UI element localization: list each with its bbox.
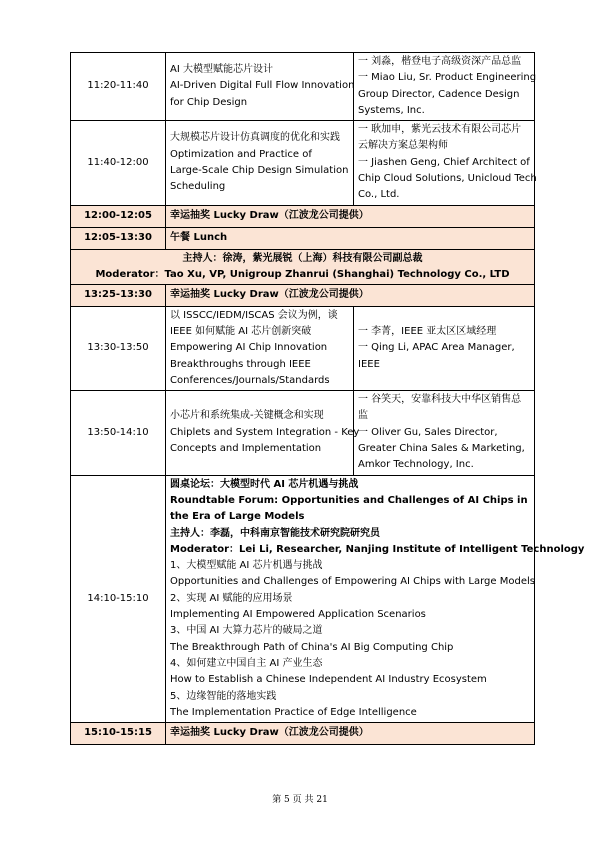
moderator-cn: 主持人：徐涛，紫光展锐（上海）科技有限公司副总裁	[182, 252, 423, 264]
session-time: 13:50-14:10	[71, 391, 166, 475]
title-line: AI-Driven Digital Full Flow Innovation	[170, 80, 355, 92]
title-line: IEEE 如何赋能 AI 芯片创新突破	[170, 325, 312, 337]
session-time: 11:40-12:00	[71, 121, 166, 205]
speaker-line: 一 耿加申，紫光云技术有限公司芯片	[358, 124, 522, 136]
session-speaker	[354, 121, 535, 205]
title-line: Large-Scale Chip Design Simulation	[170, 164, 349, 176]
speaker-line: 一 Oliver Gu, Sales Director,	[358, 426, 498, 438]
session-time: 11:20-11:40	[71, 53, 166, 121]
moderator-row	[71, 249, 535, 284]
forum-topic: 5、边缘智能的落地实践	[170, 690, 277, 702]
speaker-line: Greater China Sales & Marketing,	[358, 443, 525, 455]
title-line: Breakthroughs through IEEE	[170, 358, 311, 370]
speaker-line: 监	[358, 410, 368, 422]
session-row	[71, 53, 535, 121]
forum-topic: 1、大模型赋能 AI 芯片机遇与挑战	[170, 560, 323, 572]
title-line: Conferences/Journals/Standards	[170, 374, 330, 386]
session-title	[166, 391, 360, 475]
forum-topic: The Breakthrough Path of China's AI Big Computing Chip	[170, 641, 454, 653]
speaker-line: 一 Miao Liu, Sr. Product Engineering	[358, 72, 537, 84]
title-line: AI 大模型赋能芯片设计	[170, 64, 273, 76]
session-time: 14:10-15:10	[71, 475, 166, 722]
session-time: 13:25-13:30	[71, 284, 166, 306]
forum-host-en: Moderator：Lei Li, Researcher, Nanjing Institute of Intelligent Technology	[170, 543, 585, 555]
session-time: 12:00-12:05	[71, 205, 166, 227]
forum-topic: 2、实现 AI 赋能的应用场景	[170, 592, 293, 604]
speaker-line: 一 谷笑天，安靠科技大中华区销售总	[358, 394, 522, 406]
title-line: Empowering AI Chip Innovation	[170, 342, 328, 354]
highlight-row	[71, 205, 535, 227]
session-speaker	[354, 53, 535, 121]
forum-topic: 3、中国 AI 大算力芯片的破局之道	[170, 625, 323, 637]
forum-topic: The Implementation Practice of Edge Intelligence	[170, 706, 417, 718]
speaker-line: 一 李菁，IEEE 亚太区区域经理	[358, 325, 497, 337]
forum-topic: How to Establish a Chinese Independent AI Industry Ecosystem	[170, 674, 487, 686]
session-speaker	[354, 391, 535, 475]
title-line: 小芯片和系统集成-关键概念和实现	[170, 410, 324, 422]
session-time: 12:05-13:30	[71, 227, 166, 249]
forum-topic: Opportunities and Challenges of Empowering AI Chips with Large Models	[170, 576, 535, 588]
speaker-line: Systems, Inc.	[358, 104, 425, 116]
session-title	[166, 53, 354, 121]
forum-host-cn: 主持人：李磊，中科南京智能技术研究院研究员	[170, 527, 380, 539]
forum-row	[71, 475, 535, 722]
speaker-line: Co., Ltd.	[358, 189, 400, 201]
session-row	[71, 121, 535, 205]
agenda-table	[70, 52, 585, 745]
lucky-draw-label: 幸运抽奖 Lucky Draw（江波龙公司提供）	[166, 205, 535, 227]
session-time: 15:10-15:15	[71, 723, 166, 745]
session-speaker	[354, 306, 535, 390]
session-title	[166, 306, 354, 390]
title-line: Chiplets and System Integration - Key	[170, 426, 360, 438]
forum-topic: 4、如何建立中国自主 AI 产业生态	[170, 657, 323, 669]
title-line: Optimization and Practice of	[170, 148, 312, 160]
forum-title-cn: 圆桌论坛：大模型时代 AI 芯片机遇与挑战	[170, 478, 359, 490]
forum-topic: Implementing AI Empowered Application Scenarios	[170, 609, 426, 621]
lunch-label: 午餐 Lunch	[166, 227, 535, 249]
lucky-draw-label: 幸运抽奖 Lucky Draw（江波龙公司提供）	[166, 284, 535, 306]
session-title	[166, 121, 354, 205]
speaker-line: 一 Jiashen Geng, Chief Architect of	[358, 156, 530, 168]
session-row	[71, 306, 535, 390]
forum-title-en: Roundtable Forum: Opportunities and Challenges of AI Chips in the Era of Large Models	[170, 494, 528, 523]
moderator-cell	[71, 249, 535, 284]
title-line: for Chip Design	[170, 96, 248, 108]
title-line: Scheduling	[170, 181, 226, 193]
title-line: 以 ISSCC/IEDM/ISCAS 会议为例，谈	[170, 309, 338, 321]
speaker-line: Amkor Technology, Inc.	[358, 459, 474, 471]
speaker-line: Chip Cloud Solutions, Unicloud Tech	[358, 173, 537, 185]
speaker-line: IEEE	[358, 358, 380, 370]
lucky-draw-label: 幸运抽奖 Lucky Draw（江波龙公司提供）	[166, 723, 535, 745]
highlight-row	[71, 723, 535, 745]
speaker-line: 一 Qing Li, APAC Area Manager,	[358, 342, 515, 354]
moderator-en: Moderator：Tao Xu, VP, Unigroup Zhanrui (Shanghai) Technology Co., LTD	[95, 268, 510, 280]
speaker-line: 云解决方案总架构师	[358, 140, 448, 152]
session-time: 13:30-13:50	[71, 306, 166, 390]
speaker-line: 一 刘淼，楷登电子高级资深产品总监	[358, 56, 522, 67]
title-line: 大规模芯片设计仿真调度的优化和实践	[170, 132, 340, 144]
highlight-row	[71, 227, 535, 249]
speaker-line: Group Director, Cadence Design	[358, 88, 520, 100]
highlight-row	[71, 284, 535, 306]
session-row	[71, 391, 535, 475]
title-line: Concepts and Implementation	[170, 443, 322, 455]
page-footer: 第 5 页 共 21	[272, 795, 328, 805]
forum-cell	[166, 475, 585, 722]
